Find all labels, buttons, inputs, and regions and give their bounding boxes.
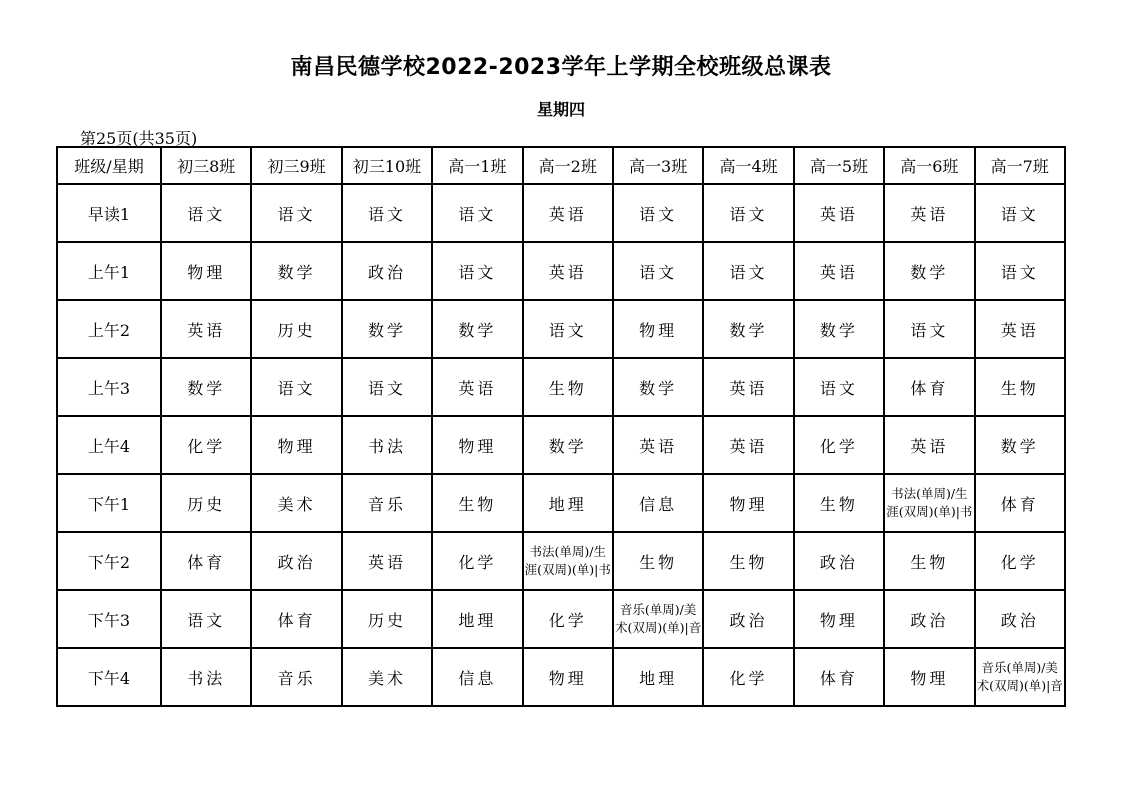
subject-cell: 化学 [432, 532, 522, 590]
subject-cell: 英语 [523, 184, 613, 242]
subject-cell: 信息 [432, 648, 522, 706]
subject-cell: 地理 [523, 474, 613, 532]
subject-cell: 美术 [251, 474, 341, 532]
page-title: 南昌民德学校2022-2023学年上学期全校班级总课表 [290, 55, 832, 80]
class-header: 高一4班 [703, 147, 793, 184]
subject-cell: 英语 [794, 242, 884, 300]
subject-cell: 物理 [161, 242, 251, 300]
subject-cell: 语文 [613, 184, 703, 242]
subject-cell: 音乐 [251, 648, 341, 706]
subject-cell: 政治 [794, 532, 884, 590]
class-header: 高一5班 [794, 147, 884, 184]
subject-cell: 化学 [975, 532, 1065, 590]
class-header: 初三10班 [342, 147, 432, 184]
subject-cell: 政治 [975, 590, 1065, 648]
subject-cell: 书法(单周)/生涯(双周)(单)|书 [523, 532, 613, 590]
subject-cell: 数学 [432, 300, 522, 358]
subject-cell: 语文 [251, 358, 341, 416]
subject-cell: 数学 [975, 416, 1065, 474]
table-row [57, 184, 1065, 242]
subject-cell: 语文 [703, 242, 793, 300]
subject-cell: 语文 [703, 184, 793, 242]
subject-cell: 数学 [251, 242, 341, 300]
subject-cell: 化学 [161, 416, 251, 474]
subject-cell: 数学 [884, 242, 974, 300]
table-row [57, 300, 1065, 358]
subject-cell: 数学 [161, 358, 251, 416]
subject-cell: 数学 [523, 416, 613, 474]
subject-cell: 物理 [613, 300, 703, 358]
subject-cell: 语文 [161, 184, 251, 242]
subject-cell: 历史 [161, 474, 251, 532]
subject-cell: 历史 [251, 300, 341, 358]
period-label: 上午1 [57, 242, 161, 300]
subject-cell: 化学 [703, 648, 793, 706]
period-label: 下午3 [57, 590, 161, 648]
weekday-subtitle: 星期四 [536, 100, 585, 119]
subject-cell: 语文 [251, 184, 341, 242]
subject-cell: 书法 [342, 416, 432, 474]
subject-cell: 语文 [523, 300, 613, 358]
subject-cell: 体育 [161, 532, 251, 590]
subject-cell: 物理 [703, 474, 793, 532]
period-label: 下午2 [57, 532, 161, 590]
subject-cell: 地理 [432, 590, 522, 648]
class-header: 高一1班 [432, 147, 522, 184]
period-label: 下午4 [57, 648, 161, 706]
subject-cell: 语文 [975, 184, 1065, 242]
subject-cell: 化学 [794, 416, 884, 474]
subject-cell: 物理 [523, 648, 613, 706]
table-row [57, 358, 1065, 416]
subject-cell: 数学 [342, 300, 432, 358]
period-label: 上午3 [57, 358, 161, 416]
subject-cell: 语文 [432, 242, 522, 300]
table-row [57, 532, 1065, 590]
subject-cell: 音乐(单周)/美术(双周)(单)|音 [613, 590, 703, 648]
subject-cell: 英语 [703, 358, 793, 416]
table-row [57, 590, 1065, 648]
subject-cell: 政治 [342, 242, 432, 300]
subject-cell: 语文 [975, 242, 1065, 300]
table-row [57, 474, 1065, 532]
subject-cell: 政治 [884, 590, 974, 648]
class-header: 高一2班 [523, 147, 613, 184]
subject-cell: 音乐(单周)/美术(双周)(单)|音 [975, 648, 1065, 706]
subject-cell: 物理 [884, 648, 974, 706]
subject-cell: 体育 [794, 648, 884, 706]
period-label: 上午4 [57, 416, 161, 474]
class-header: 初三8班 [161, 147, 251, 184]
table-row [57, 648, 1065, 706]
subject-cell: 语文 [432, 184, 522, 242]
subject-cell: 数学 [703, 300, 793, 358]
subject-cell: 生物 [703, 532, 793, 590]
period-label: 下午1 [57, 474, 161, 532]
subject-cell: 物理 [251, 416, 341, 474]
header-row [57, 147, 1065, 184]
subject-cell: 英语 [975, 300, 1065, 358]
subject-cell: 书法(单周)/生涯(双周)(单)|书 [884, 474, 974, 532]
subject-cell: 物理 [432, 416, 522, 474]
subject-cell: 生物 [975, 358, 1065, 416]
subject-cell: 语文 [342, 358, 432, 416]
period-label: 早读1 [57, 184, 161, 242]
subject-cell: 音乐 [342, 474, 432, 532]
subject-cell: 体育 [975, 474, 1065, 532]
subject-cell: 语文 [884, 300, 974, 358]
subject-cell: 地理 [613, 648, 703, 706]
subject-cell: 英语 [884, 416, 974, 474]
table-row [57, 416, 1065, 474]
schedule-table [56, 146, 1066, 707]
subject-cell: 美术 [342, 648, 432, 706]
subject-cell: 生物 [794, 474, 884, 532]
class-header: 高一3班 [613, 147, 703, 184]
period-label: 上午2 [57, 300, 161, 358]
class-header: 初三9班 [251, 147, 341, 184]
subject-cell: 书法 [161, 648, 251, 706]
subject-cell: 语文 [342, 184, 432, 242]
subject-cell: 政治 [251, 532, 341, 590]
subject-cell: 语文 [161, 590, 251, 648]
subject-cell: 英语 [342, 532, 432, 590]
subject-cell: 英语 [161, 300, 251, 358]
subject-cell: 物理 [794, 590, 884, 648]
class-header: 高一6班 [884, 147, 974, 184]
subject-cell: 英语 [794, 184, 884, 242]
subject-cell: 数学 [794, 300, 884, 358]
page-number: 第25页(共35页) [80, 129, 198, 148]
class-header: 高一7班 [975, 147, 1065, 184]
table-row [57, 242, 1065, 300]
subject-cell: 生物 [613, 532, 703, 590]
subject-cell: 政治 [703, 590, 793, 648]
subject-cell: 化学 [523, 590, 613, 648]
subject-cell: 历史 [342, 590, 432, 648]
subject-cell: 生物 [884, 532, 974, 590]
subject-cell: 体育 [884, 358, 974, 416]
subject-cell: 英语 [613, 416, 703, 474]
subject-cell: 生物 [523, 358, 613, 416]
subject-cell: 英语 [432, 358, 522, 416]
subject-cell: 英语 [884, 184, 974, 242]
subject-cell: 语文 [794, 358, 884, 416]
subject-cell: 生物 [432, 474, 522, 532]
corner-header: 班级/星期 [57, 147, 161, 184]
subject-cell: 语文 [613, 242, 703, 300]
schedule-body [57, 184, 1065, 706]
subject-cell: 信息 [613, 474, 703, 532]
subject-cell: 体育 [251, 590, 341, 648]
subject-cell: 数学 [613, 358, 703, 416]
subject-cell: 英语 [703, 416, 793, 474]
subject-cell: 英语 [523, 242, 613, 300]
